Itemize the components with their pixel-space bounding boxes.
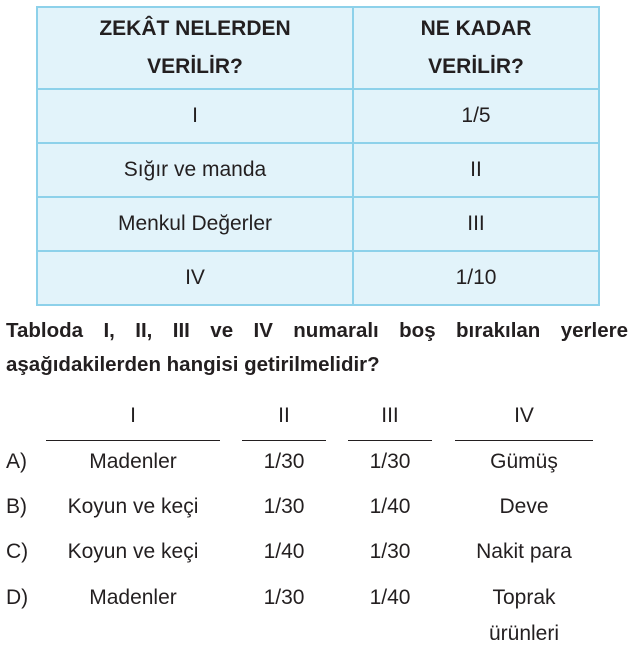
header-how-much-line2: VERİLİR?: [428, 55, 524, 78]
table-row: [37, 89, 599, 143]
header-what: [37, 7, 353, 89]
option-letter: A): [6, 450, 27, 473]
option-cell-iv: Gümüş: [490, 450, 558, 473]
option-cell-i: Madenler: [89, 450, 177, 473]
table-cell-amount: II: [353, 143, 599, 197]
table-header-row: [37, 7, 599, 89]
table-row: [37, 197, 599, 251]
table-cell-item: Menkul Değerler: [37, 197, 353, 251]
table-cell-amount: 1/5: [353, 89, 599, 143]
table-cell-item: I: [37, 89, 353, 143]
option-cell-iii: 1/40: [369, 586, 411, 609]
option-header-rule: [46, 440, 220, 441]
header-how-much-line1: NE KADAR: [420, 17, 532, 40]
option-header-iv: IV: [514, 404, 534, 427]
option-header-rule: [455, 440, 593, 441]
header-what-line1: ZEKÂT NELERDEN: [99, 17, 291, 40]
option-letter: D): [6, 586, 29, 609]
header-what-line2: VERİLİR?: [147, 55, 243, 78]
table-cell-amount: 1/10: [353, 251, 599, 305]
option-header-i: I: [130, 404, 136, 427]
option-cell-i: Koyun ve keçi: [67, 540, 199, 563]
option-letter: C): [6, 540, 29, 563]
option-cell-ii: 1/40: [263, 540, 305, 563]
option-cell-i: Madenler: [89, 586, 177, 609]
option-cell-ii: 1/30: [263, 450, 305, 473]
option-header-ii: II: [278, 404, 290, 427]
option-letter: B): [6, 495, 27, 518]
option-cell-iii: 1/40: [369, 495, 411, 518]
table-cell-item: IV: [37, 251, 353, 305]
option-cell-iii: 1/30: [369, 450, 411, 473]
table-row: [37, 251, 599, 305]
option-cell-ii: 1/30: [263, 495, 305, 518]
option-header-iii: III: [381, 404, 399, 427]
option-cell-iii: 1/30: [369, 540, 411, 563]
option-cell-i: Koyun ve keçi: [67, 495, 199, 518]
table-cell-item: Sığır ve manda: [37, 143, 353, 197]
table-cell-amount: III: [353, 197, 599, 251]
option-cell-iv: Nakit para: [476, 540, 572, 563]
option-cell-iv: Deve: [499, 495, 549, 518]
zekat-table: [36, 6, 600, 306]
question-text: Tabloda I, II, III ve IV numaralı boş bırakılan yerlere aşağıdakilerden hangisi getirilmelidir?: [6, 319, 628, 376]
option-cell-ii: 1/30: [263, 586, 305, 609]
option-cell-iv-line2: ürünleri: [488, 622, 560, 645]
header-how-much: [353, 7, 599, 89]
option-header-rule: [242, 440, 326, 441]
option-header-rule: [348, 440, 432, 441]
table-row: [37, 143, 599, 197]
option-cell-iv-line1: Toprak: [492, 586, 556, 609]
